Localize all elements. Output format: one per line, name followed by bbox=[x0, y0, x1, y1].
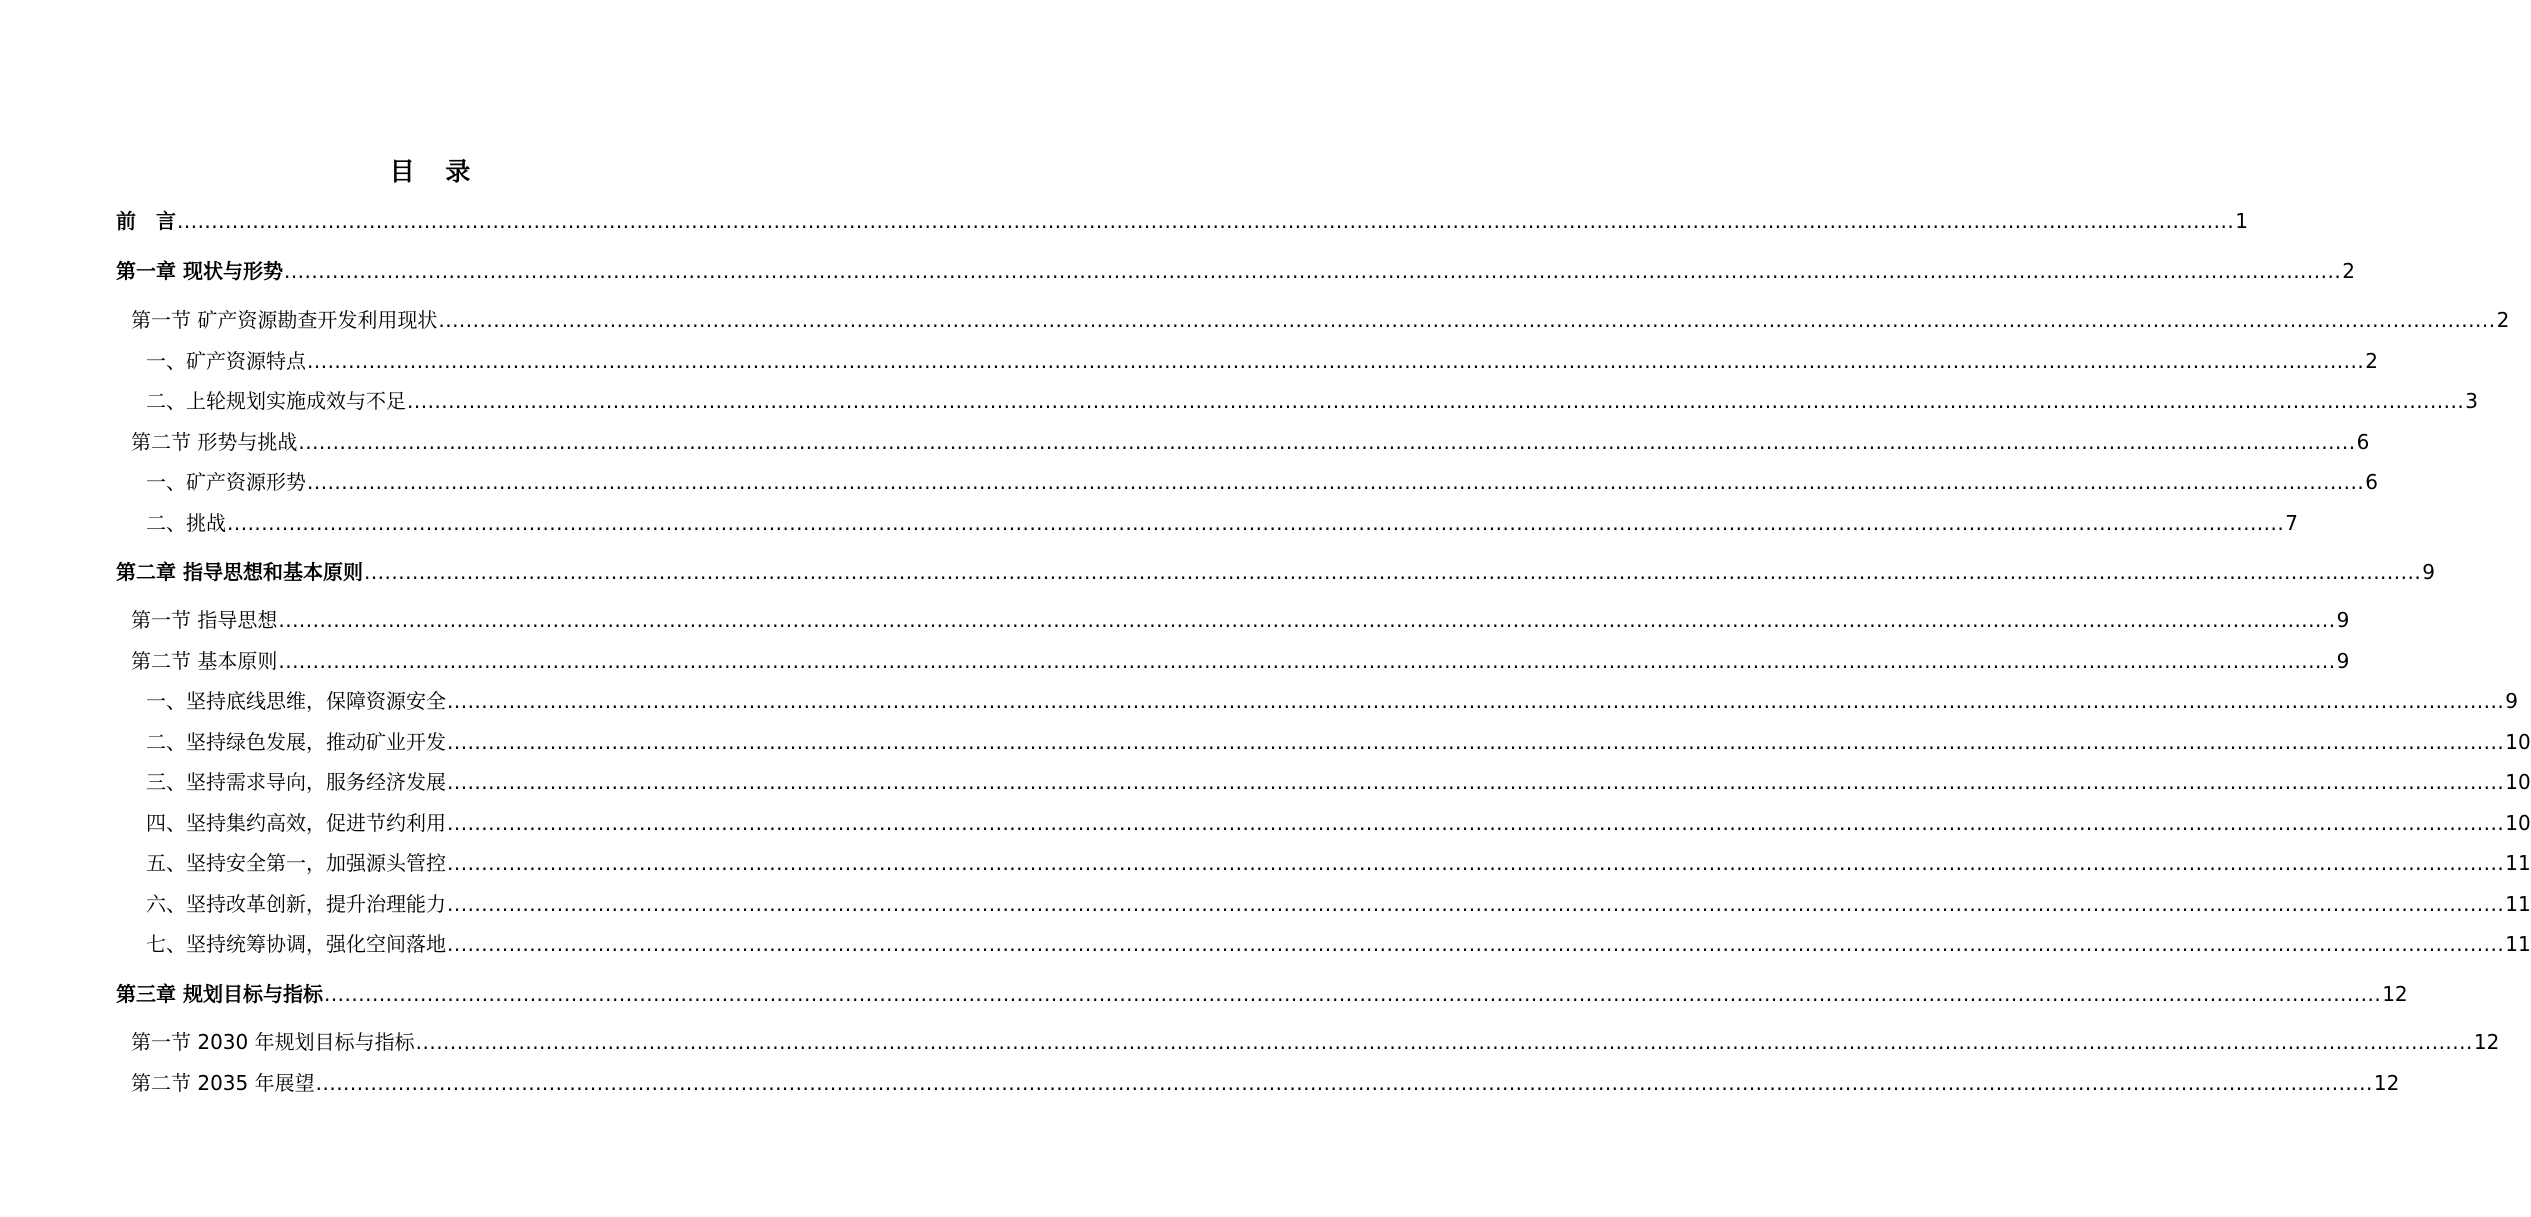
toc-entry[interactable] bbox=[146, 928, 2531, 960]
toc-entry-label: 第一章 现状与形势 bbox=[116, 259, 283, 283]
toc-leader-dots: ............................................................................................................................................................................................................................................................................................................ bbox=[307, 349, 2365, 373]
toc-entry[interactable] bbox=[116, 255, 2355, 287]
toc-entry-label: 二、上轮规划实施成效与不足 bbox=[146, 389, 406, 413]
toc-entry-label: 第二章 指导思想和基本原则 bbox=[116, 560, 363, 584]
toc-entry-label: 第一节 矿产资源勘查开发利用现状 bbox=[131, 308, 438, 332]
toc-page-number: 9 bbox=[2422, 560, 2435, 584]
toc-page-number: 12 bbox=[2382, 982, 2408, 1006]
toc-entry-label: 四、坚持集约高效，促进节约利用 bbox=[146, 811, 446, 835]
toc-entry[interactable] bbox=[146, 726, 2531, 758]
toc-leader-dots: ............................................................................................................................................................................................................................................................................................................ bbox=[363, 560, 2422, 584]
toc-page-number: 10 bbox=[2505, 730, 2531, 754]
toc-page-number: 6 bbox=[2365, 470, 2378, 494]
toc-page-number: 9 bbox=[2336, 608, 2350, 632]
toc-entry-label: 五、坚持安全第一，加强源头管控 bbox=[146, 851, 446, 875]
toc-page-number: 10 bbox=[2505, 811, 2531, 835]
toc-entry[interactable] bbox=[116, 978, 2408, 1010]
toc-entry[interactable] bbox=[146, 888, 2531, 920]
toc-entry-label: 一、坚持底线思维，保障资源安全 bbox=[146, 689, 446, 713]
toc-page-number: 10 bbox=[2505, 770, 2531, 794]
toc-entry-label: 前 言 bbox=[116, 209, 176, 233]
toc-entry-label: 第二节 形势与挑战 bbox=[131, 430, 298, 454]
toc-entry-label: 第一节 指导思想 bbox=[131, 608, 278, 632]
toc-entry[interactable] bbox=[146, 345, 2378, 377]
toc-page-number: 9 bbox=[2505, 689, 2518, 713]
toc-entry[interactable] bbox=[116, 205, 2248, 237]
toc-entry[interactable] bbox=[146, 847, 2531, 879]
toc-entry[interactable] bbox=[146, 385, 2478, 417]
toc-leader-dots: ............................................................................................................................................................................................................................................................................................................ bbox=[447, 851, 2505, 875]
toc-entry-label: 七、坚持统筹协调，强化空间落地 bbox=[146, 932, 446, 956]
toc-leader-dots: ............................................................................................................................................................................................................................................................................................................ bbox=[298, 430, 2356, 454]
toc-title: 目 录 bbox=[389, 157, 471, 186]
toc-page-number: 9 bbox=[2336, 649, 2350, 673]
toc-entry-label: 六、坚持改革创新，提升治理能力 bbox=[146, 892, 446, 916]
toc-leader-dots: ............................................................................................................................................................................................................................................................................................................ bbox=[307, 470, 2365, 494]
toc-page-number: 1 bbox=[2235, 209, 2248, 233]
toc-entry[interactable] bbox=[146, 685, 2518, 717]
toc-page-number: 7 bbox=[2285, 511, 2298, 535]
toc-leader-dots: ............................................................................................................................................................................................................................................................................................................ bbox=[315, 1071, 2373, 1095]
toc-entry-label: 一、矿产资源特点 bbox=[146, 349, 306, 373]
toc-entry-label: 三、坚持需求导向，服务经济发展 bbox=[146, 770, 446, 794]
toc-entry-label: 一、矿产资源形势 bbox=[146, 470, 306, 494]
toc-leader-dots: ............................................................................................................................................................................................................................................................................................................ bbox=[407, 389, 2465, 413]
toc-page-number: 2 bbox=[2342, 259, 2355, 283]
toc-leader-dots: ............................................................................................................................................................................................................................................................................................................ bbox=[447, 730, 2505, 754]
toc-entry-label: 第一节 2030 年规划目标与指标 bbox=[131, 1030, 415, 1054]
toc-page-number: 2 bbox=[2496, 308, 2510, 332]
toc-entry-label: 二、挑战 bbox=[146, 511, 226, 535]
toc-leader-dots: ............................................................................................................................................................................................................................................................................................................ bbox=[177, 209, 2235, 233]
toc-entry-label: 第二节 2035 年展望 bbox=[131, 1071, 315, 1095]
toc-leader-dots: ............................................................................................................................................................................................................................................................................................................ bbox=[438, 308, 2496, 332]
toc-page-number: 11 bbox=[2505, 892, 2531, 916]
toc-leader-dots: ............................................................................................................................................................................................................................................................................................................ bbox=[283, 259, 2342, 283]
toc-entry[interactable] bbox=[131, 304, 2510, 336]
toc-entry[interactable] bbox=[131, 604, 2350, 636]
toc-page-number: 12 bbox=[2373, 1071, 2400, 1095]
toc-leader-dots: ............................................................................................................................................................................................................................................................................................................ bbox=[278, 608, 2336, 632]
toc-entry[interactable] bbox=[116, 556, 2435, 588]
toc-entry[interactable] bbox=[131, 1026, 2500, 1058]
toc-entry[interactable] bbox=[146, 766, 2531, 798]
toc-page-number: 12 bbox=[2473, 1030, 2500, 1054]
toc-leader-dots: ............................................................................................................................................................................................................................................................................................................ bbox=[447, 932, 2505, 956]
toc-leader-dots: ............................................................................................................................................................................................................................................................................................................ bbox=[227, 511, 2285, 535]
toc-leader-dots: ............................................................................................................................................................................................................................................................................................................ bbox=[447, 892, 2505, 916]
toc-leader-dots: ............................................................................................................................................................................................................................................................................................................ bbox=[323, 982, 2382, 1006]
toc-entry-label: 第二节 基本原则 bbox=[131, 649, 278, 673]
toc-leader-dots: ............................................................................................................................................................................................................................................................................................................ bbox=[447, 689, 2505, 713]
toc-page-number: 11 bbox=[2505, 932, 2531, 956]
toc-leader-dots: ............................................................................................................................................................................................................................................................................................................ bbox=[278, 649, 2336, 673]
toc-page-number: 2 bbox=[2365, 349, 2378, 373]
toc-leader-dots: ............................................................................................................................................................................................................................................................................................................ bbox=[447, 770, 2505, 794]
toc-entry[interactable] bbox=[131, 426, 2370, 458]
toc-page-number: 11 bbox=[2505, 851, 2531, 875]
toc-leader-dots: ............................................................................................................................................................................................................................................................................................................ bbox=[415, 1030, 2473, 1054]
toc-entry[interactable] bbox=[146, 507, 2298, 539]
toc-entry-label: 二、坚持绿色发展，推动矿业开发 bbox=[146, 730, 446, 754]
toc-entry-label: 第三章 规划目标与指标 bbox=[116, 982, 323, 1006]
toc-entry[interactable] bbox=[131, 1067, 2400, 1099]
toc-entry[interactable] bbox=[131, 645, 2350, 677]
toc-leader-dots: ............................................................................................................................................................................................................................................................................................................ bbox=[447, 811, 2505, 835]
toc-entry[interactable] bbox=[146, 807, 2531, 839]
toc-entry[interactable] bbox=[146, 466, 2378, 498]
toc-page-number: 3 bbox=[2465, 389, 2478, 413]
toc-page-number: 6 bbox=[2356, 430, 2370, 454]
